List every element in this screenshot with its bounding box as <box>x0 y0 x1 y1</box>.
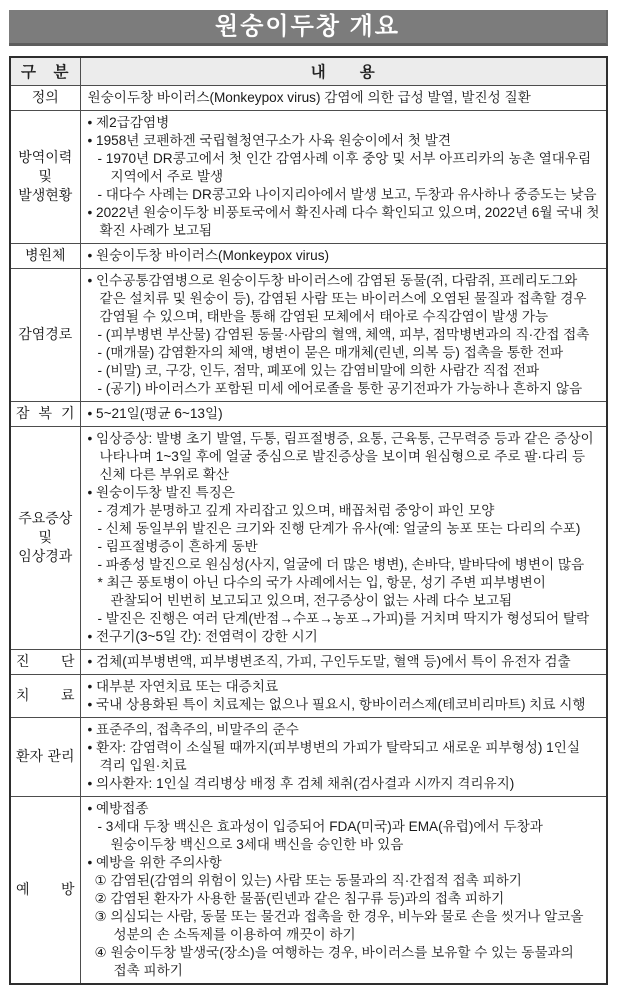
content-line: • 표준주의, 접촉주의, 비말주의 준수 <box>87 721 299 737</box>
content-line: - (피부병변 부산물) 감염된 동물·사람의 혈액, 체액, 피부, 점막병변과의 직·간접 접촉 <box>97 326 590 342</box>
row-symptoms <box>10 426 607 649</box>
row-definition <box>10 85 607 110</box>
content-line: ④ 원숭이두창 발생국(장소)을 여행하는 경우, 바이러스를 보유할 수 있는 동물과의 접촉 피하기 <box>94 944 574 978</box>
content-line: - 1970년 DR콩고에서 첫 인간 감염사례 이후 중앙 및 서부 아프리카의 농촌 열대우림 지역에서 주로 발생 <box>97 150 592 184</box>
content-line: • 인수공통감염병으로 원숭이두창 바이러스에 감염된 동물(쥐, 다람쥐, 프레리도그와 같은 설치류 및 원숭이 등), 감염된 사람 또는 바이러스에 오염된 물질과 접촉할 경우 감염될 수 있으며, 태반을 통해 감염된 모체에서 태아로 수직감염이 발생 가능 <box>87 272 587 324</box>
content-line: ① 감염된(감염의 위험이 있는) 사람 또는 동물과의 직·간접적 접촉 피하기 <box>94 872 522 888</box>
content-line: - (매개물) 감염환자의 체액, 병변이 묻은 매개체(린넨, 의복 등) 접촉을 통한 전파 <box>97 344 564 360</box>
content-line: - (비말) 코, 구강, 인두, 점막, 폐포에 있는 감염비말에 의한 사람간 직접 전파 <box>97 362 540 378</box>
page-title: 원숭이두창 개요 <box>9 10 608 46</box>
row-prevention <box>10 796 607 984</box>
row-content-diagnosis <box>80 649 607 674</box>
header-category: 구 분 <box>10 57 80 85</box>
label-line: 발생현황 <box>18 187 73 203</box>
overview-table <box>9 56 608 985</box>
content-line: ② 감염된 환자가 사용한 물품(린넨과 같은 침구류 등)과의 접촉 피하기 <box>94 890 505 906</box>
content-line: - 대다수 사례는 DR콩고와 나이지리아에서 발생 보고, 두창과 유사하나 중증도는 낮음 <box>97 186 597 202</box>
row-content-history <box>80 110 607 243</box>
content-line: - 3세대 두창 백신은 효과성이 입증되어 FDA(미국)과 EMA(유럽)에서 두창과 원숭이두창 백신으로 3세대 백신을 승인한 바 있음 <box>97 818 543 852</box>
content-line: 원숭이두창 바이러스(Monkeypox virus) 감염에 의한 급성 발열, 발진성 질환 <box>87 89 531 105</box>
content-line: • 원숭이두창 바이러스(Monkeypox virus) <box>87 247 330 263</box>
content-line: - 파종성 발진으로 원심성(사지, 얼굴에 더 많은 병변), 손바닥, 발바닥에 병변이 많음 <box>97 556 585 572</box>
content-line: • 2022년 원숭이두창 비풍토국에서 확진사례 다수 확인되고 있으며, 2022년 6월 국내 첫 확진 사례가 보고됨 <box>87 204 600 238</box>
row-history <box>10 110 607 243</box>
label-line: 임상경과 <box>18 548 73 564</box>
row-label-prevention: 예 방 <box>10 796 80 984</box>
row-label-definition: 정의 <box>10 85 80 110</box>
content-line: • 임상증상: 발병 초기 발열, 두통, 림프절병증, 요통, 근육통, 근무력증 등과 같은 증상이 나타나며 1~3일 후에 얼굴 중심으로 발진증상을 보이며 원심형으로 주로 팔·다리 등 신체 다른 부위로 확산 <box>87 430 594 482</box>
content-line: * 최근 풍토병이 아닌 다수의 국가 사례에서는 입, 항문, 성기 주변 피부병변이 관찰되어 빈번히 보고되고 있으며, 전구증상이 없는 사례 다수 보고됨 <box>97 574 546 608</box>
content-line: - 림프절병증이 흔하게 동반 <box>97 538 258 554</box>
content-line: • 환자: 감염력이 소실될 때까지(피부병변의 가피가 탈락되고 새로운 피부형성) 1인실 격리 입원·치료 <box>87 739 580 773</box>
header-content: 내 용 <box>80 57 607 85</box>
row-content-patient-management <box>80 717 607 796</box>
content-line: - 신체 동일부위 발진은 크기와 진행 단계가 유사(예: 얼굴의 농포 또는 다리의 수포) <box>97 520 581 536</box>
table-header-row <box>10 57 607 85</box>
content-line: • 대부분 자연치료 또는 대증치료 <box>87 678 279 694</box>
row-label-history <box>10 110 80 243</box>
row-label-diagnosis: 진 단 <box>10 649 80 674</box>
row-content-definition <box>80 85 607 110</box>
row-content-pathogen <box>80 243 607 268</box>
label-line: 및 <box>38 529 53 545</box>
row-content-transmission <box>80 268 607 401</box>
content-line: • 예방을 위한 주의사항 <box>87 854 222 870</box>
content-line: • 예방접종 <box>87 800 149 816</box>
row-content-symptoms <box>80 426 607 649</box>
content-line: • 5~21일(평균 6~13일) <box>87 405 223 421</box>
row-label-transmission: 감염경로 <box>10 268 80 401</box>
document-page <box>0 10 617 978</box>
row-patient-management <box>10 717 607 796</box>
content-line: • 검체(피부병변액, 피부병변조직, 가피, 구인두도말, 혈액 등)에서 특이 유전자 검출 <box>87 653 571 669</box>
content-line: - 발진은 진행은 여러 단계(반점→수포→농포→가피)를 거치며 딱지가 형성되어 탈락 <box>97 610 590 626</box>
row-content-prevention <box>80 796 607 984</box>
content-line: • 전구기(3~5일 간): 전염력이 강한 시기 <box>87 628 318 644</box>
content-line: • 제2급감염병 <box>87 114 170 130</box>
row-treatment <box>10 674 607 717</box>
label-line: 방역이력 <box>18 149 73 165</box>
label-line: 및 <box>38 168 53 184</box>
row-transmission <box>10 268 607 401</box>
content-line: • 국내 상용화된 특이 치료제는 없으나 필요시, 항바이러스제(테코비리마트) 치료 시행 <box>87 696 586 712</box>
content-line: • 1958년 코펜하겐 국립혈청연구소가 사육 원숭이에서 첫 발견 <box>87 132 451 148</box>
content-line: - 경계가 분명하고 깊게 자리잡고 있으며, 배꼽처럼 중앙이 파인 모양 <box>97 502 495 518</box>
content-line: • 원숭이두창 발진 특징은 <box>87 484 235 500</box>
row-pathogen <box>10 243 607 268</box>
content-line: ③ 의심되는 사람, 동물 또는 물건과 접촉을 한 경우, 비누와 물로 손을 씻거나 알코올 성분의 손 소독제를 이용하여 깨끗이 하기 <box>94 908 584 942</box>
row-incubation <box>10 401 607 426</box>
row-diagnosis <box>10 649 607 674</box>
row-content-treatment <box>80 674 607 717</box>
content-line: • 의사환자: 1인실 격리병상 배정 후 검체 채취(검사결과 시까지 격리유지) <box>87 775 515 791</box>
label-line: 주요증상 <box>18 510 73 526</box>
row-label-symptoms <box>10 426 80 649</box>
row-label-incubation: 잠 복 기 <box>10 401 80 426</box>
content-line: - (공기) 바이러스가 포함된 미세 에어로졸을 통한 공기전파가 가능하나 흔하지 않음 <box>97 380 583 396</box>
row-label-pathogen: 병원체 <box>10 243 80 268</box>
row-label-treatment: 치 료 <box>10 674 80 717</box>
row-label-patient-management: 환자 관리 <box>10 717 80 796</box>
row-content-incubation <box>80 401 607 426</box>
